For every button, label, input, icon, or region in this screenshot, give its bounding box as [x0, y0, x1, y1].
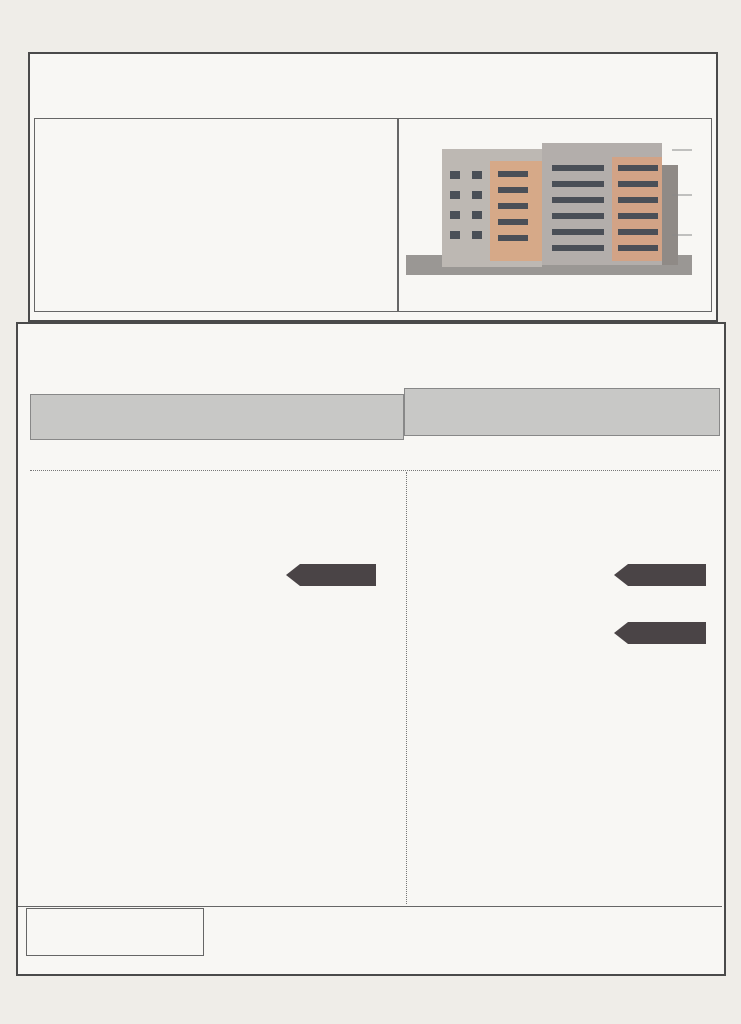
- info-table: [34, 118, 398, 312]
- footer-divider: [18, 906, 722, 907]
- right-actual-marker: [614, 622, 706, 644]
- footer-label-box: [26, 908, 204, 956]
- units-divider: [30, 470, 720, 471]
- column-divider: [406, 472, 407, 904]
- right-dop-marker: [614, 564, 706, 586]
- right-column-header: [404, 388, 720, 436]
- left-actual-marker: [286, 564, 376, 586]
- left-column-header: [30, 394, 404, 440]
- building-elevation-image: [402, 135, 702, 285]
